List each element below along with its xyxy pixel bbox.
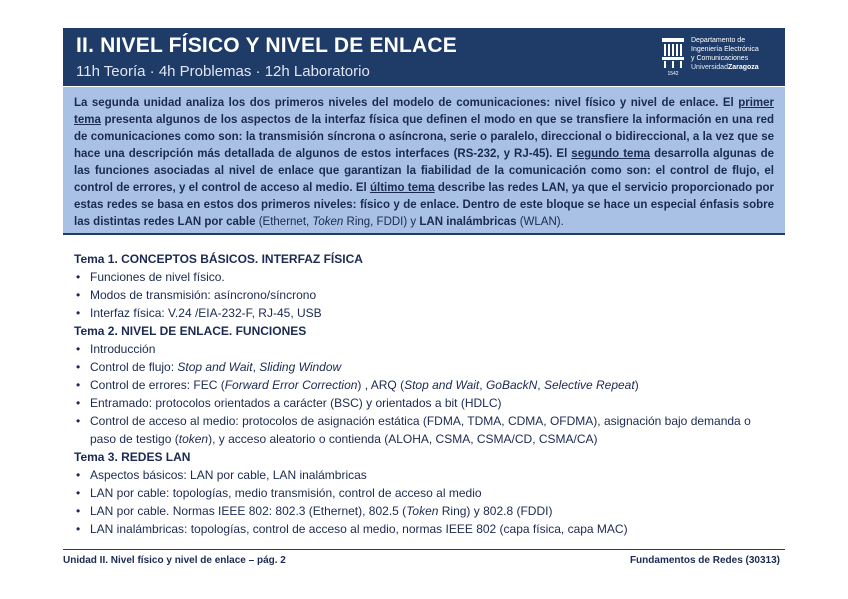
list-item: • Control de errores: FEC (Forward Error Correction) , ARQ (Stop and Wait, GoBackN, Selective Repeat) [74,376,774,394]
link-primer-tema: primer tema [74,97,774,126]
list-item: • Aspectos básicos: LAN por cable, LAN inalámbricas [74,466,774,484]
intro-paragraph: La segunda unidad analiza los dos primeros niveles del modelo de comunicaciones: nivel físico y nivel de enlace. El primer tema presenta algunos de los aspectos de la interfaz física que definen el modo en que se transfiere la información en una red de comunicaciones como son: la transmisión síncrona o asíncrona, serie o paralelo, direccional o bidireccional, a la vez que se hace una descripción más detallada de algunos de estos interfaces (RS-232, y RJ-45). El segundo tema desarrolla algunas de las funciones asociadas al nivel de enlace que garantizan la fiabilidad de la comunicación como son: el control de flujo, el control de errores, y el control de acceso al medio. El último tema describe las redes LAN, ya que el servicio proporcionado por estas redes se basa en estos dos primeros niveles: físico y de enlace. Dentro de este bloque se hace un especial énfasis sobre las distintas redes LAN por cable (Ethernet, Token Ring, FDDI) y LAN inalámbricas (WLAN). [74,97,775,228]
link-segundo-tema: segundo tema [571,148,651,160]
department-name: Departamento de Ingeniería Electrónica y Comunicaciones UniversidadZaragoza [691,37,759,71]
list-item: • LAN por cable: topologías, medio transmisión, control de acceso al medio [74,484,774,502]
list-item: • LAN por cable. Normas IEEE 802: 802.3 (Ethernet), 802.5 (Token Ring) y 802.8 (FDDI) [74,502,774,520]
link-ultimo-tema: último tema [370,182,435,194]
footer-divider [63,549,785,550]
list-item: • Entramado: protocolos orientados a carácter (BSC) y orientados a bit (HDLC) [74,394,774,412]
syllabus-content [74,250,774,538]
slide-title: II. NIVEL FÍSICO Y NIVEL DE ENLACE [76,34,457,57]
university-logo [661,34,781,80]
tema-3-heading: Tema 3. REDES LAN [74,450,191,464]
list-item: • Modos de transmisión: asíncrono/síncrono [74,286,774,304]
footer-unit-page: Unidad II. Nivel físico y nivel de enlace – pág. 2 [63,555,286,566]
footer-course: Fundamentos de Redes (30313) [629,555,780,566]
slide-header [63,28,785,86]
list-item: • Control de flujo: Stop and Wait, Sliding Window [74,358,774,376]
intro-summary-box [63,87,785,235]
list-item: • Control de acceso al medio: protocolos de asignación estática (FDMA, TDMA, CDMA, OFDMA), asignación bajo demanda o paso de testigo (token), y acceso aleatorio o contienda (ALOHA, CSMA, CSMA/CD, CSMA/CA) [74,412,774,448]
building-logo-icon [661,36,685,76]
tema-1-heading: Tema 1. CONCEPTOS BÁSICOS. INTERFAZ FÍSICA [74,252,363,266]
list-item: • Interfaz física: V.24 /EIA-232-F, RJ-45, USB [74,304,774,322]
svg-text:1542: 1542 [667,71,679,76]
tema-2-heading: Tema 2. NIVEL DE ENLACE. FUNCIONES [74,324,307,338]
list-item: • Introducción [74,340,774,358]
slide-subtitle: 11h Teoría · 4h Problemas · 12h Laboratorio [76,63,370,80]
list-item: • Funciones de nivel físico. [74,268,774,286]
list-item: • LAN inalámbricas: topologías, control de acceso al medio, normas IEEE 802 (capa física, capa MAC) [74,520,774,538]
